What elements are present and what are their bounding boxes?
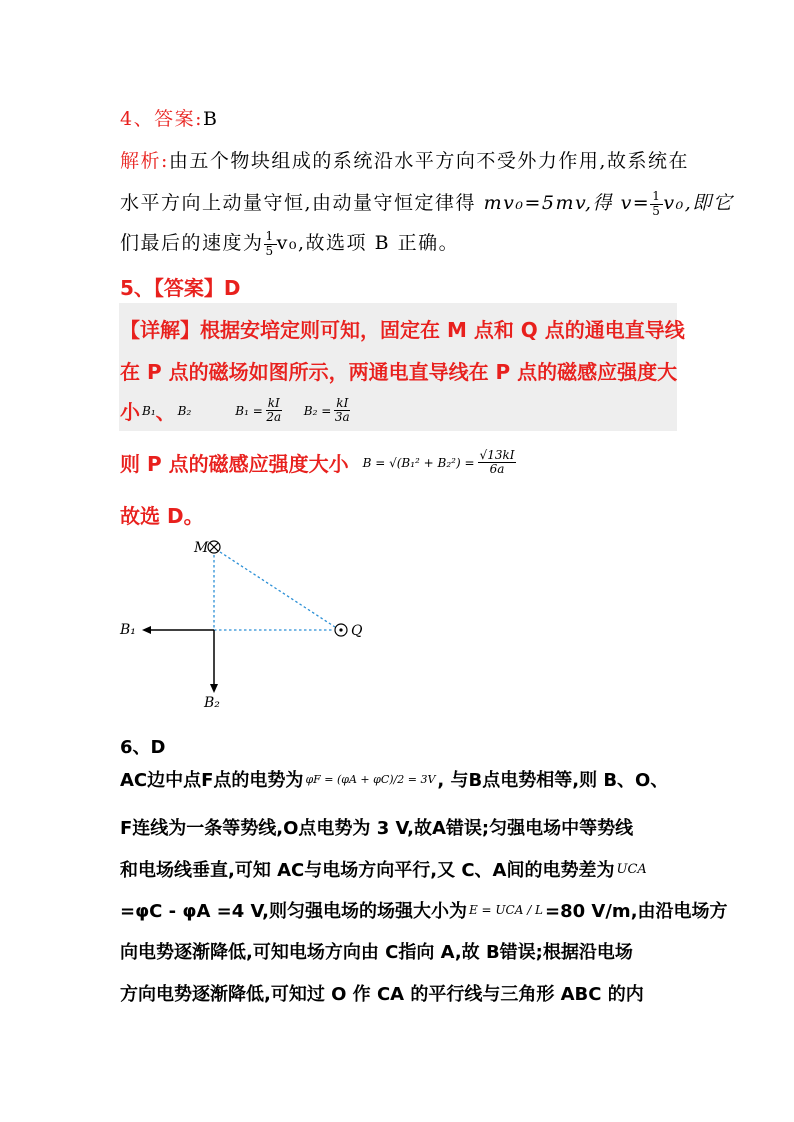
q5-separator: 、 xyxy=(155,400,176,424)
q4-analysis-label: 解析: xyxy=(120,150,169,172)
q5-line-5: 故选 D。 xyxy=(120,504,204,528)
q5-line-1: 【详解】根据安培定则可知，固定在 M 点和 Q 点的通电直导线 xyxy=(120,318,685,342)
q4-fraction-one-fifth xyxy=(650,190,663,217)
q5-eq1-fraction xyxy=(266,397,282,424)
q5-heading: 5、【答案】D xyxy=(120,276,241,300)
q6-line-3-a: 和电场线垂直,可知 AC与电场方向平行,又 C、A间的电势差为 xyxy=(120,860,615,881)
q5-b2-symbol: B₂ xyxy=(177,403,192,418)
q6-line-1-b: , 与B点电势相等,则 B、O、 xyxy=(437,770,669,791)
q5-eq2-den: 3a xyxy=(334,410,350,424)
q5-eq1-den: 2a xyxy=(266,410,282,424)
q6-line-4 xyxy=(120,897,728,923)
label-b2: B₂ xyxy=(204,695,220,711)
q5-eq2-num: kI xyxy=(336,395,349,410)
q4-line-2-tail: v₀,即它 xyxy=(663,192,734,214)
q4-line-3 xyxy=(120,228,459,258)
q6-potential-f-equation: φF = (φA + φC)/2 = 3V xyxy=(305,772,436,786)
q6-line-1 xyxy=(120,766,668,792)
q4-frac-den: 5 xyxy=(652,203,662,218)
q5-line-3-prefix: 小 xyxy=(120,400,140,424)
q6-line-6: 方向电势逐渐降低,可知过 O 作 CA 的平行线与三角形 ABC 的内 xyxy=(120,984,644,1005)
q4-line-2-text: 水平方向上动量守恒,由动量守恒定律得 xyxy=(120,192,477,214)
q4-momentum-equation: mv₀=5mv,得 xyxy=(483,192,614,214)
q5-line-4 xyxy=(120,448,516,477)
label-q: Q xyxy=(351,623,363,639)
q4-heading xyxy=(120,104,218,131)
q4-line-1-text: 由五个物块组成的系统沿水平方向不受外力作用,故系统在 xyxy=(168,150,689,172)
q4-line-3-tail: v₀,故选项 B 正确。 xyxy=(276,232,460,254)
q6-line-5: 向电势逐渐降低,可知电场方向由 C指向 A,故 B错误;根据沿电场 xyxy=(120,942,633,963)
q6-line-1-a: AC边中点F点的电势为 xyxy=(120,770,304,791)
q4-answer: B xyxy=(203,108,219,130)
label-m: M xyxy=(194,540,209,556)
q5-eq1-num: kI xyxy=(267,395,280,410)
q6-u-ca-symbol: UCA xyxy=(616,861,647,877)
q6-heading: 6、D xyxy=(120,737,166,758)
q4-line-3-text: 们最后的速度为 xyxy=(120,232,264,254)
q6-line-3 xyxy=(120,856,647,882)
q5-b1-symbol: B₁ xyxy=(142,403,156,418)
q5-line-2: 在 P 点的磁场如图所示，两通电直导线在 P 点的磁感应强度大 xyxy=(120,360,678,384)
b1-arrow xyxy=(142,626,214,634)
q5-eq1-lhs: B₁ = xyxy=(235,403,263,418)
q5-eq3-den: 6a xyxy=(489,462,505,476)
q4-frac-num-2: 1 xyxy=(265,229,275,244)
q4-fraction-one-fifth-2 xyxy=(264,230,277,257)
q6-line-4-a: =φC - φA =4 V,则匀强电场的场强大小为 xyxy=(120,901,467,922)
q5-eq3-fraction xyxy=(478,449,517,476)
q4-v-equals: v= xyxy=(620,192,651,214)
q6-line-2: F连线为一条等势线,O点电势为 3 V,故A错误;匀强电场中等势线 xyxy=(120,818,634,839)
label-b1: B₁ xyxy=(120,622,136,638)
diagram-dotted-hypotenuse xyxy=(220,552,335,627)
b2-arrow xyxy=(210,630,218,693)
q4-line-2 xyxy=(120,188,733,218)
q4-frac-num: 1 xyxy=(652,189,662,204)
q5-eq2-lhs: B₂ = xyxy=(303,403,332,418)
q6-line-4-b: =80 V/m,由沿电场方 xyxy=(545,901,728,922)
wire-into-page-icon xyxy=(208,541,220,553)
q6-field-strength-equation: E = UCA / L xyxy=(468,903,544,917)
q5-eq2-fraction xyxy=(334,397,350,424)
magnetic-field-diagram xyxy=(110,530,380,715)
q5-line-4-text: 则 P 点的磁感应强度大小 xyxy=(120,452,349,476)
q4-line-1 xyxy=(120,146,689,173)
q4-frac-den-2: 5 xyxy=(265,243,275,258)
q5-line-3 xyxy=(120,396,350,425)
wire-out-of-page-icon xyxy=(335,624,347,636)
q4-heading-label: 4、答案: xyxy=(120,108,203,130)
q5-eq3-lhs: B = √(B₁² + B₂²) = xyxy=(362,455,475,470)
q5-eq3-num: √13kI xyxy=(479,447,515,462)
